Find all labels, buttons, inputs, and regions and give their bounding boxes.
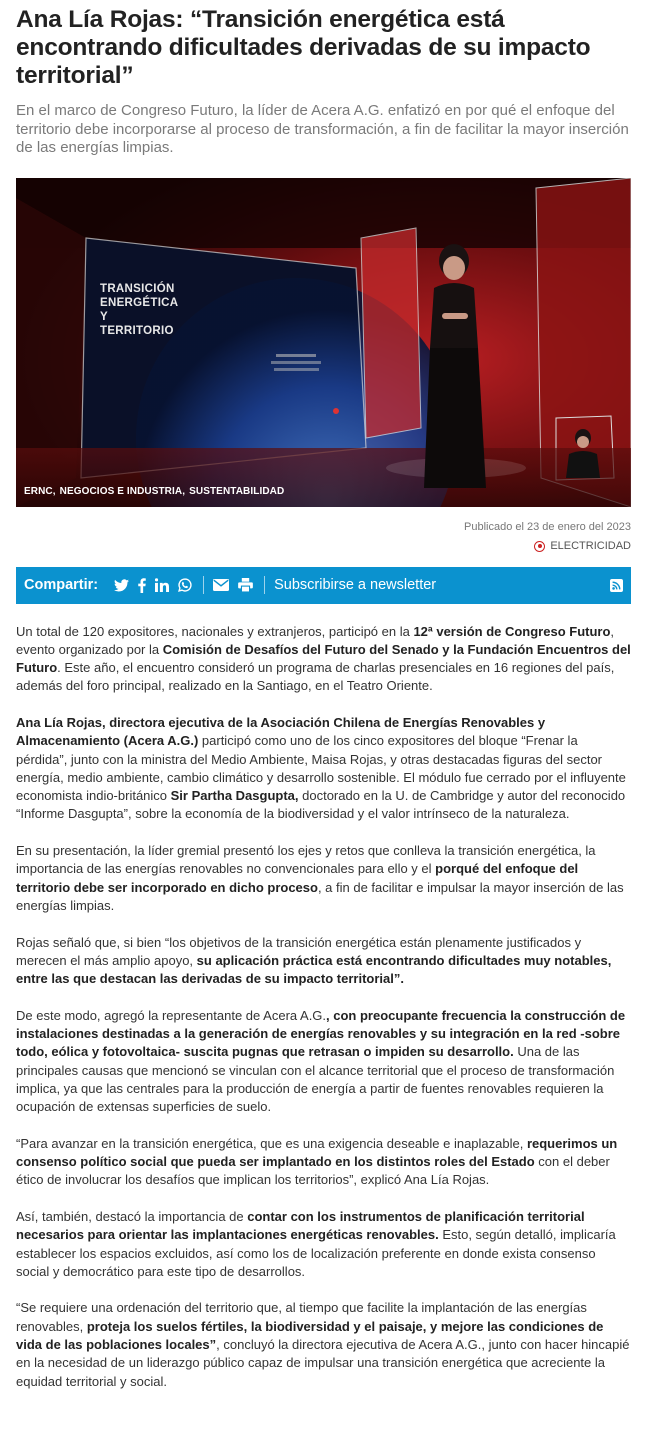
headline: Ana Lía Rojas: “Transición energética está encontrando dificultades derivadas de su impacto territorial” <box>16 6 591 89</box>
slide-title <box>100 282 178 338</box>
emphasis-text: , con preocupante frecuencia la construcción de instalaciones destinadas a la generación de energías renovables y su integración en la red -sobre todo, eólica y fotovoltaica- suscita pugnas que retrasan o impiden su desarrollo. <box>16 1007 626 1060</box>
body-text: , evento organizado por la <box>16 623 615 657</box>
linkedin-icon[interactable] <box>155 578 169 592</box>
facebook-icon[interactable] <box>138 578 146 593</box>
share-bar <box>16 567 631 604</box>
share-divider <box>203 576 204 594</box>
emphasis-text: Comisión de Desafíos del Futuro del Senado y la Fundación Encuentros del Futuro <box>16 641 631 676</box>
body-text: Rojas señaló que, si bien “los objetivos de la transición energética están plenamente justificados y merecen el más amplio apoyo, <box>16 934 582 968</box>
emphasis-text: su aplicación práctica está encontrando dificultades muy notables, entre las que destacan las derivadas de su impacto territorial”. <box>16 952 612 987</box>
category-separator: , <box>52 485 56 497</box>
article-paragraph <box>16 714 631 824</box>
stage-photo <box>16 178 631 507</box>
emphasis-text: Ana Lía Rojas, directora ejecutiva de la Asociación Chilena de Energías Renovables y Almacenamiento (Acera A.G.) <box>16 714 546 749</box>
article-paragraph <box>16 623 631 696</box>
category-link[interactable]: NEGOCIOS E INDUSTRIA <box>59 485 183 497</box>
article-body <box>16 623 631 1391</box>
share-divider <box>264 576 265 594</box>
body-text: , concluyó la directora ejecutiva de Acera A.G., junto con hacer hincapié en la necesidad de un liderazgo público capaz de impulsar una transición energética que acreciente la equidad territorial y social. <box>16 1337 630 1389</box>
body-text: Esto, según detalló, implicaría establecer los espacios excluidos, así como los de localización preferente en donde exista consenso social y democrático para este tipo de desarrollos. <box>16 1227 616 1279</box>
twitter-icon[interactable] <box>114 579 129 592</box>
article-paragraph <box>16 1299 631 1390</box>
slide-title-line: TERRITORIO <box>100 324 174 337</box>
body-text: doctorado en la U. de Cambridge y autor del reconocido “Informe Dasgupta”, sobre la economía de la biodiversidad y el valor intrínseco de la naturaleza. <box>16 788 626 822</box>
category-link[interactable]: ERNC <box>24 485 53 497</box>
slide-title-line: ENERGÉTICA <box>100 296 179 309</box>
email-icon[interactable] <box>213 579 229 591</box>
article-paragraph <box>16 842 631 915</box>
emphasis-text: 12ª versión de Congreso Futuro <box>413 623 611 639</box>
emphasis-text: contar con los instrumentos de planificación territorial necesarios para orientar las implantaciones energéticas renovables. <box>16 1209 585 1243</box>
share-label: Compartir: <box>24 577 99 593</box>
section-dot-icon <box>534 541 545 552</box>
publish-date: Publicado el 23 de enero del 2023 <box>464 520 631 533</box>
emphasis-text: Sir Partha Dasgupta, <box>170 788 299 804</box>
article-paragraph <box>16 1007 631 1117</box>
emphasis-text: proteja los suelos fértiles, la biodiversidad y el paisaje, y mejore las condiciones de vida de las poblaciones locales” <box>16 1318 604 1353</box>
article-paragraph <box>16 934 631 989</box>
print-icon[interactable] <box>238 578 253 592</box>
newsletter-link[interactable]: Subscribirse a newsletter <box>274 577 437 593</box>
section-tag[interactable] <box>16 540 631 553</box>
rss-icon[interactable] <box>610 579 623 595</box>
body-text: , a fin de facilitar e impulsar la mayor inserción de las energías limpias. <box>16 879 624 913</box>
body-text: De este modo, agregó la representante de Acera A.G. <box>16 1007 327 1023</box>
category-separator: , <box>182 485 186 497</box>
section-tag-label: ELECTRICIDAD <box>550 539 631 552</box>
emphasis-text: requerimos un consenso político social que pueda ser implantado en los distintos roles del Estado <box>16 1135 618 1170</box>
category-list <box>24 486 284 497</box>
body-text: En su presentación, la líder gremial presentó los ejes y retos que conlleva la transición energética, la importancia de las energías renovables no convencionales para ello y el <box>16 843 596 877</box>
article-paragraph <box>16 1208 631 1281</box>
slide-title-line: TRANSICIÓN <box>100 282 175 295</box>
emphasis-text: porqué del enfoque del territorio debe ser incorporado en dicho proceso <box>16 861 579 895</box>
article-page <box>0 6 647 1391</box>
body-text: Una de las principales causas que mencionó se vinculan con el alcance territorial que el proceso de transformación implica, ya que las centrales para la producción de energía a partir de fuentes renovables requieren la ocupación de extensas superficies de suelo. <box>16 1044 615 1115</box>
category-link[interactable]: SUSTENTABILIDAD <box>189 485 285 497</box>
article-paragraph <box>16 1135 631 1190</box>
whatsapp-icon[interactable] <box>178 578 192 592</box>
body-text: “Se requiere una ordenación del territorio que, al tiempo que facilite la implantación de las energías renovables, <box>16 1300 587 1334</box>
body-text: Así, también, destacó la importancia de <box>16 1209 248 1224</box>
body-text: con el deber ético de involucrar los desafíos que implican los territorios”, explicó Ana Lía Rojas. <box>16 1154 610 1188</box>
hero-image <box>16 178 631 507</box>
lead-paragraph: En el marco de Congreso Futuro, la líder de Acera A.G. enfatizó en por qué el enfoque del territorio debe incorporarse al proceso de transformación, a fin de facilitar la mayor inserción de las energías limpias. <box>16 102 629 156</box>
article-meta <box>16 521 631 553</box>
body-text: . Este año, el encuentro consideró un programa de charlas presenciales en 16 regiones del país, además del foro principal, realizado en la Santiago, en el Teatro Oriente. <box>16 660 615 694</box>
slide-title-line: Y <box>100 310 108 323</box>
body-text: participó como uno de los cinco expositores del bloque “Frenar la pérdida”, junto con la ministra del Medio Ambiente, Maisa Rojas, y otras destacadas figuras del sector energía, medio ambiente, cambio climático y desarrollo sostenible. El módulo fue cerrado por el influyente economista indio-británico <box>16 733 626 804</box>
body-text: Un total de 120 expositores, nacionales y extranjeros, participó en la <box>16 623 414 639</box>
body-text: “Para avanzar en la transición energética, que es una exigencia deseable e inaplazable, <box>16 1135 527 1151</box>
